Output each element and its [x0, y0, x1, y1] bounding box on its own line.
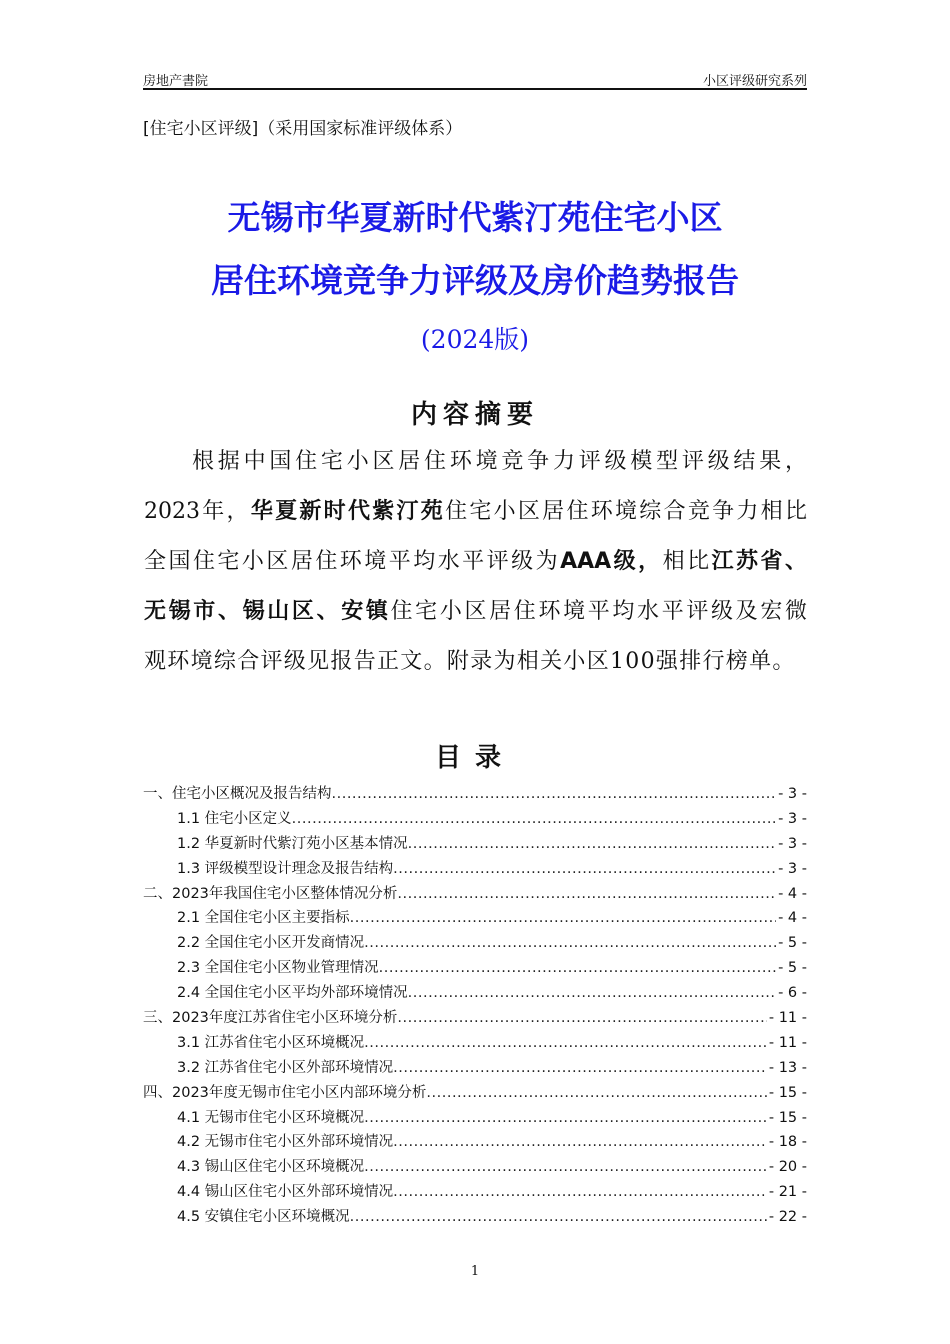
rating: AAA级，	[560, 549, 663, 574]
dot-leader	[397, 1008, 766, 1033]
toc-page: - 3 -	[778, 786, 807, 802]
toc-entry[interactable]	[143, 1108, 807, 1133]
table-of-contents	[143, 784, 807, 1232]
dot-leader	[408, 834, 776, 859]
toc-entry[interactable]	[143, 1058, 807, 1083]
toc-label: 4.1 无锡市住宅小区环境概况	[177, 1109, 365, 1126]
toc-page: - 21 -	[768, 1184, 807, 1201]
dot-leader	[393, 1132, 767, 1157]
toc-label: 4.2 无锡市住宅小区外部环境情况	[177, 1134, 394, 1151]
toc-entry[interactable]	[143, 983, 807, 1008]
text: 住宅小区居住环境综合竞争力相比	[445, 499, 807, 524]
toc-label: 4.3 锡山区住宅小区环境概况	[177, 1159, 365, 1176]
dot-leader	[364, 1108, 767, 1133]
toc-page: - 11 -	[768, 1034, 807, 1051]
toc-label: 3.1 江苏省住宅小区环境概况	[177, 1034, 365, 1051]
toc-page: - 3 -	[778, 810, 807, 827]
dot-leader	[397, 884, 776, 909]
dot-leader	[350, 1207, 767, 1232]
abstract-paragraph	[144, 444, 807, 694]
toc-label: 4.5 安镇住宅小区环境概况	[177, 1209, 350, 1226]
toc-entry[interactable]	[143, 933, 807, 958]
toc-entry[interactable]	[143, 834, 807, 859]
toc-page: - 3 -	[778, 835, 807, 852]
dot-leader	[426, 1083, 766, 1108]
dot-leader	[364, 933, 776, 958]
toc-label: 2.3 全国住宅小区物业管理情况	[177, 960, 379, 977]
toc-entry[interactable]	[143, 1008, 807, 1033]
header-left: 房地产書院	[143, 74, 209, 89]
toc-page: - 4 -	[778, 910, 807, 927]
toc-entry[interactable]	[143, 859, 807, 884]
abstract-line	[144, 494, 807, 544]
dot-leader	[379, 958, 776, 983]
toc-label: 三、2023年度江苏省住宅小区环境分析	[143, 1010, 398, 1027]
toc-label: 2.2 全国住宅小区开发商情况	[177, 935, 365, 952]
community-name: 华夏新时代紫汀苑	[250, 499, 446, 524]
toc-page: - 4 -	[778, 885, 807, 902]
dot-leader	[364, 1033, 767, 1058]
toc-page: - 15 -	[768, 1084, 807, 1101]
toc-page: - 11 -	[768, 1010, 807, 1027]
toc-label: 1.3 评级模型设计理念及报告结构	[177, 860, 394, 877]
dot-leader	[393, 859, 776, 884]
title-line-1: 无锡市华夏新时代紫汀苑住宅小区	[227, 198, 723, 237]
dot-leader	[393, 1182, 767, 1207]
dot-leader	[332, 784, 777, 809]
toc-label: 1.2 华夏新时代紫汀苑小区基本情况	[177, 835, 408, 852]
report-category: [住宅小区评级]（采用国家标准评级体系）	[143, 119, 463, 139]
text: 根据中国住宅小区居住环境竞争力评级模型评级结果，	[192, 449, 807, 474]
toc-entry[interactable]	[143, 1182, 807, 1207]
toc-page: - 18 -	[768, 1134, 807, 1151]
toc-entry[interactable]	[143, 1207, 807, 1232]
region: 江苏省、	[711, 549, 807, 574]
abstract-heading: 内容摘要	[410, 400, 539, 430]
toc-entry[interactable]	[143, 884, 807, 909]
text: 观环境综合评级见报告正文。附录为相关小区100强排行榜单。	[144, 649, 796, 674]
toc-entry[interactable]	[143, 1157, 807, 1182]
toc-label: 二、2023年我国住宅小区整体情况分析	[143, 885, 398, 902]
abstract-line	[144, 644, 807, 694]
toc-page: - 15 -	[768, 1109, 807, 1126]
title-line-2: 居住环境竞争力评级及房价趋势报告	[211, 261, 739, 300]
toc-page: - 3 -	[778, 860, 807, 877]
text: 2023年，	[144, 499, 251, 524]
dot-leader	[292, 809, 776, 834]
toc-page: - 5 -	[778, 935, 807, 952]
dot-leader	[364, 1157, 767, 1182]
dot-leader	[350, 908, 776, 933]
toc-heading: 目录	[434, 743, 515, 773]
toc-label: 4.4 锡山区住宅小区外部环境情况	[177, 1184, 394, 1201]
toc-page: - 13 -	[768, 1059, 807, 1076]
text: 住宅小区居住环境平均水平评级及宏微	[390, 599, 807, 624]
toc-entry[interactable]	[143, 1083, 807, 1108]
toc-entry[interactable]	[143, 908, 807, 933]
text: 相比	[662, 549, 712, 574]
edition: (2024版)	[420, 325, 530, 354]
toc-entry[interactable]	[143, 1132, 807, 1157]
page-number: 1	[470, 1264, 480, 1279]
toc-page: - 20 -	[768, 1159, 807, 1176]
abstract-line	[144, 594, 807, 644]
toc-page: - 5 -	[778, 960, 807, 977]
abstract-line	[144, 444, 807, 494]
toc-entry[interactable]	[143, 958, 807, 983]
toc-label: 2.4 全国住宅小区平均外部环境情况	[177, 985, 408, 1002]
toc-page: - 6 -	[778, 985, 807, 1002]
toc-label: 1.1 住宅小区定义	[177, 810, 292, 827]
toc-label: 四、2023年度无锡市住宅小区内部环境分析	[143, 1084, 427, 1101]
toc-label: 3.2 江苏省住宅小区外部环境情况	[177, 1059, 394, 1076]
abstract-line	[144, 544, 807, 594]
toc-entry[interactable]	[143, 1033, 807, 1058]
header-right: 小区评级研究系列	[702, 74, 807, 89]
text: 全国住宅小区居住环境平均水平评级为	[144, 549, 561, 574]
dot-leader	[393, 1058, 767, 1083]
toc-label: 一、住宅小区概况及报告结构	[143, 786, 332, 802]
toc-entry[interactable]	[143, 784, 807, 809]
toc-entry[interactable]	[143, 809, 807, 834]
region: 无锡市、锡山区、安镇	[144, 599, 391, 624]
page-header	[143, 68, 807, 90]
dot-leader	[408, 983, 776, 1008]
toc-page: - 22 -	[768, 1209, 807, 1226]
toc-label: 2.1 全国住宅小区主要指标	[177, 910, 350, 927]
